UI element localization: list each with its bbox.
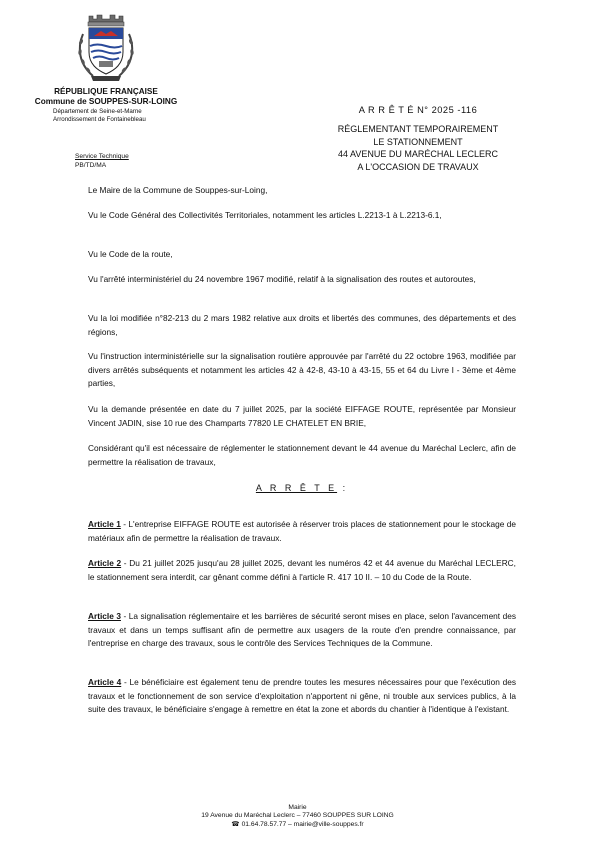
article-1 [88,518,516,545]
article-3 [88,610,516,651]
considerant-paragraph: Considérant qu'il est nécessaire de réglementer le stationnement devant le 44 avenue du Maréchal Leclerc, afin de permettre la réalisation de travaux, [88,443,516,467]
article-text: - L'entreprise EIFFAGE ROUTE est autorisée à réserver trois places de stationnement pour le stockage de matériaux afin de permettre la réalisation de travaux. [88,519,516,543]
article-label: Article 3 [88,611,121,621]
footer-contact: ☎ 01.64.78.57.77 – mairie@ville-souppes.fr [231,820,364,828]
visa-paragraph: Vu la loi modifiée n°82-213 du 2 mars 1982 relative aux droits et libertés des communes, des départements et des régions, [88,313,516,337]
article-2 [88,557,516,584]
letterhead-subtitle [53,108,173,124]
decree-subject-line: RÉGLEMENTANT TEMPORAIREMENT [337,124,499,135]
service-name: Service Technique [75,153,129,160]
arrondissement-label: Arrondissement de Fontainebleau [53,116,146,123]
article-label: Article 4 [88,677,122,687]
page-footer [150,804,445,829]
mayor-intro: Le Maire de la Commune de Souppes-sur-Loing, [88,185,268,195]
article-label: Article 1 [88,519,121,529]
service-ref: PB/TD/MA [75,161,107,169]
visa-paragraph: Vu le Code de la route, [88,249,173,259]
footer-title: Mairie [288,804,307,811]
article-text: - Du 21 juillet 2025 jusqu'au 28 juillet 2025, devant les numéros 42 et 44 avenue du Maréchal LECLERC, le stationnement sera interdit, car gênant comme défini à l'article R. 417 10 II. – 10 du Code de la Route. [88,558,516,582]
commune-label: Commune de SOUPPES-SUR-LOING [34,97,178,106]
arrete-colon: : [337,483,349,493]
decree-subject-line: LE STATIONNEMENT [373,136,463,147]
article-4 [88,676,516,717]
decree-title-block [318,104,518,173]
service-block [75,153,129,170]
republic-label: RÉPUBLIQUE FRANÇAISE [54,87,158,96]
decree-subject-line: A L'OCCASION DE TRAVAUX [357,161,479,172]
visa-paragraph: Vu la demande présentée en date du 7 juillet 2025, par la société EIFFAGE ROUTE, représentée par Monsieur Vincent JADIN, sise 10 rue des Champarts 77820 LE CHATELET EN BRIE, [88,404,516,428]
footer-address: 19 Avenue du Maréchal Leclerc – 77460 SOUPPES SUR LOING [201,812,394,820]
article-text: - La signalisation réglementaire et les barrières de sécurité seront mises en place, selon l'avancement des travaux et dans un temps suffisant afin de permettre aux usagers de la route d'en prendre connaissance, par l'entreprise en charge des travaux, sous le contrôle des Services Techniques de la Commune. [88,611,516,648]
arrete-heading [88,483,516,493]
decree-subject-line: 44 AVENUE DU MARÉCHAL LECLERC [337,149,499,160]
article-text: - Le bénéficiaire est également tenu de prendre toutes les mesures nécessaires pour que l'exécution des travaux et le fonctionnement de son service d'exploitation n'apportent ni gêne, ni trouble aux services publics, à la suite des travaux, le bénéficiaire s'engage à remettre en état la zone et abords du chantier à l'identique à l'existant. [88,677,516,714]
article-label: Article 2 [88,558,122,568]
letterhead [18,87,194,107]
arrete-heading-text: A R R Ê T E [255,483,338,493]
visa-paragraph: Vu le Code Général des Collectivités Territoriales, notamment les articles L.2213-1 à L.2213-6.1, [88,210,442,220]
department-label: Département de Seine-et-Marne [53,108,142,115]
decree-number: A R R Ê T É N° 2025 -116 [358,105,478,115]
visa-paragraph: Vu l'arrêté interministériel du 24 novembre 1967 modifié, relatif à la signalisation des routes et autoroutes, [88,274,476,284]
visa-paragraph: Vu l'instruction interministérielle sur la signalisation routière approuvée par l'arrêté du 22 octobre 1963, modifiée par divers arrêtés subséquents et notamment les articles 42 à 42-8, 43-10 à 43-15, 55 et 64 du Livre I - 3ème et 4ème parties, [88,351,516,388]
coat-of-arms-logo [75,12,137,84]
